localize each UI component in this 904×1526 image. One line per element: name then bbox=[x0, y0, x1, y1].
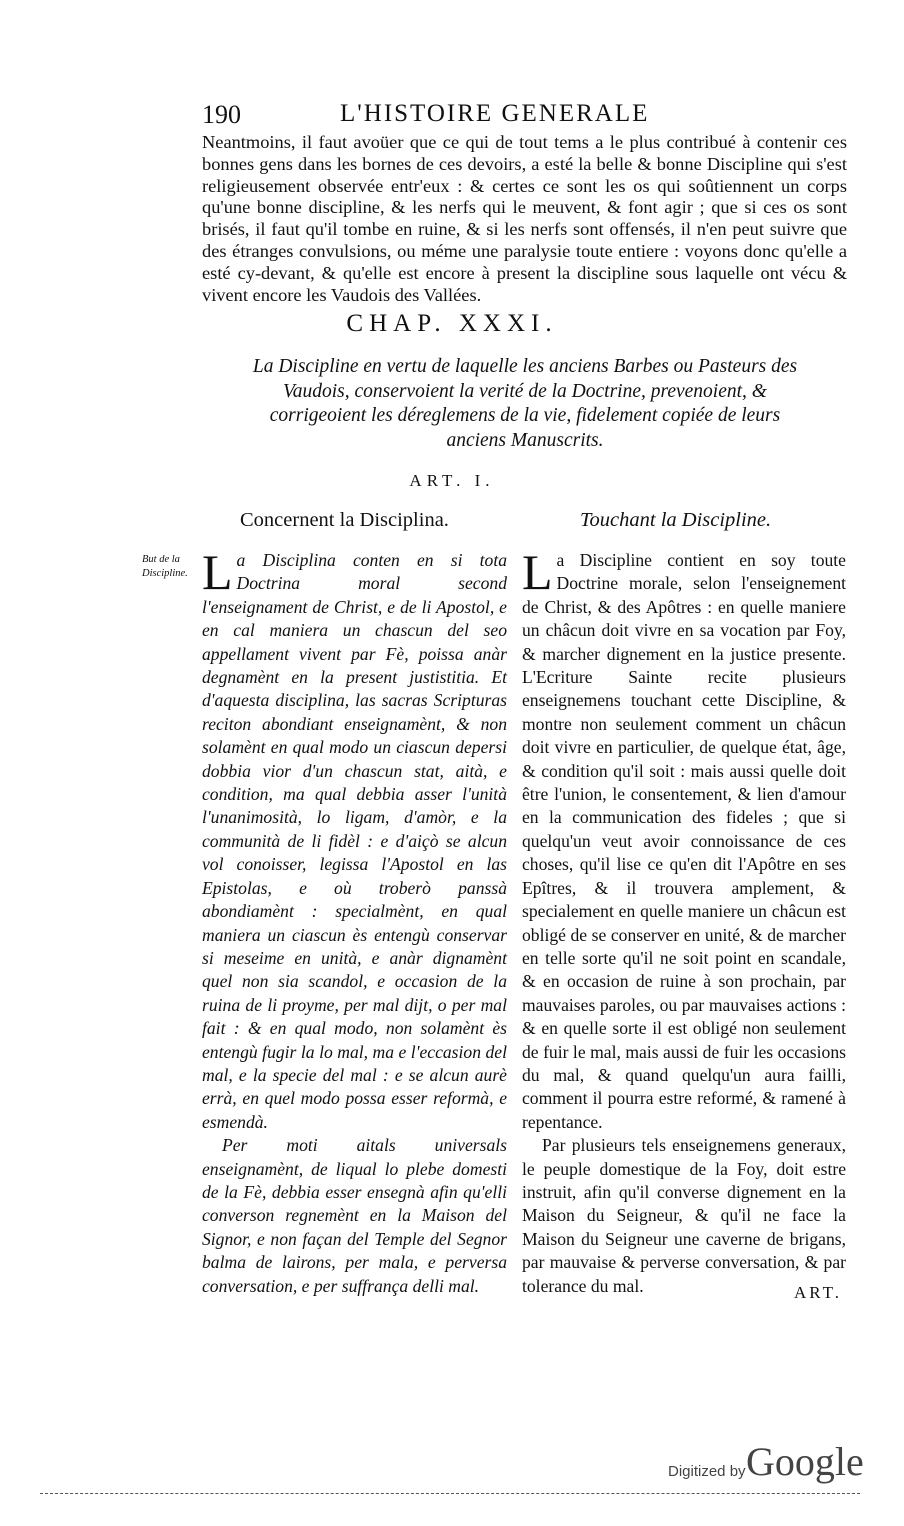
digitized-by-label: Digitized by bbox=[668, 1463, 746, 1480]
right-paragraph-1-text: a Discipline contient en soy toute Doctrine morale, selon l'enseignement de Christ, & des Apôtres : en quelle maniere un châcun doit vivre en sa vocation par Foy, & marcher dignement en la justice presente. L'Ecriture Sainte recite plusieurs enseignemens touchant cette Discipline, & montre non seulement comment un châcun doit vivre en particulier, de quelque état, âge, & condition qu'il soit : mais aussi quelle doit être l'union, le consentement, & lien d'amour en la communication des fideles ; que si quelqu'un veut avoir connoissance de ces choses, qu'il lise ce qu'en dit l'Apôtre en ses Epîtres, & il trouvera amplement, & specialement en quelle maniere un châcun est obligé de se conserver en unité, & de marcher en telle sorte qu'il ne soit point en scandale, & en occasion de ruine à son prochain, par mauvaises paroles, ou par mauvaises actions : & en quelle sorte il est obligé non seulement de fuir le mal, mais aussi de fuir les occasions du mal, & quand quelqu'un aura failli, comment il pourra estre reformé, & ramené à repentance. bbox=[522, 550, 846, 1132]
margin-note: But de la Discipline. bbox=[142, 554, 188, 579]
scan-edge-line bbox=[40, 1493, 860, 1495]
right-dropcap: L bbox=[522, 544, 553, 600]
article-label: ART. I. bbox=[409, 471, 495, 490]
right-paragraph-1 bbox=[522, 544, 846, 1134]
intro-text: Neantmoins, il faut avoüer que ce qui de tout tems a le plus contribué à contenir ces bonnes gens dans les bornes de ces devoirs, a esté la belle & bonne Discipline qui s'est religieusement observée entr'eux : & certes ce sont les os qui soûtiennent un corps qu'une bonne discipline, & les nerfs qui le meuvent, & font agir ; que si ces os sont brisés, il faut qu'il tombe en ruine, & si les nerfs sont offensés, il n'en peut suivre que des étranges convulsions, ou méme une paralysie toute entiere : voyons donc qu'elle a esté cy-devant, & qu'elle est encore à present la discipline sous laquelle ont vécu & vivent encore les Vaudois des Vallées. bbox=[202, 132, 847, 305]
right-column-heading: Touchant la Discipline. bbox=[580, 509, 772, 531]
left-paragraph-1-text: a Disciplina conten en si tota Doctrina moral second l'enseignament de Christ, e de li Apostol, e en cal maniera un chascun del seo appellament vivent par Fè, poissa anàr degnamènt en la present justistitia. Et d'aquesta disciplina, las sacras Scripturas reciton abondiant enseignamènt, & non solamènt en qual modo un ciascun depersi dobbia vior d'un chascun stat, aità, e condition, ma qual debbia asser l'unità l'unanimosità, lo ligam, d'amòr, e la communità de li fidèl : e d'aiçò se alcun vol conoisser, legissa l'Apostol en las Epistolas, e où troberò panssà abondiamènt : specialmènt, en qual maniera un ciascun ès entengù conservar si meseime en unità, e anàr dignamènt quel non sia scandol, e occasion de la ruina de li proyme, per mal dijt, o per mal fait : & en qual modo, non solamènt ès entengù fugir la lo mal, ma e l'eccasion del mal, e la specie del mal : e se alcun aurè errà, en quel modo possa esser reformà, e esmendà. bbox=[202, 550, 507, 1132]
left-paragraph-1 bbox=[202, 544, 507, 1134]
chapter-title: CHAP. XXXI. bbox=[346, 310, 558, 337]
page-number: 190 bbox=[202, 100, 241, 129]
left-column-occitan bbox=[202, 544, 507, 1298]
left-dropcap: L bbox=[202, 544, 233, 600]
catchword: ART. bbox=[794, 1283, 842, 1302]
right-column-french bbox=[522, 544, 846, 1298]
left-paragraph-2: Per moti aitals universals enseignamènt, de liqual lo plebe domesti de la Fè, debbia esser ensegnà afin qu'elli converson regnemènt en la Maison del Signor, e non façan del Temple del Segnor balma de lairons, per mala, e perversa conversation, e per suffrança delli mal. bbox=[202, 1135, 507, 1296]
intro-paragraph bbox=[202, 132, 847, 306]
running-head: L'HISTOIRE GENERALE bbox=[340, 100, 650, 127]
google-logo: Google bbox=[746, 1439, 864, 1484]
right-paragraph-2: Par plusieurs tels enseignemens generaux, le peuple domestique de la Foy, doit estre instruit, afin qu'il converse dignement en la Maison du Seigneur, & qu'il ne face la Maison du Seigneur une caverne de brigans, par mauvaise & perverse conversation, & par tolerance du mal. bbox=[522, 1135, 846, 1296]
left-column-heading: Concernent la Disciplina. bbox=[240, 509, 449, 531]
chapter-subtitle: La Discipline en vertu de laquelle les anciens Barbes ou Pasteurs des Vaudois, conservoient la verité de la Doctrine, prevenoient, & corrigeoient les déreglemens de la vie, fidelement copiée de leurs anciens Manuscrits. bbox=[252, 356, 798, 451]
